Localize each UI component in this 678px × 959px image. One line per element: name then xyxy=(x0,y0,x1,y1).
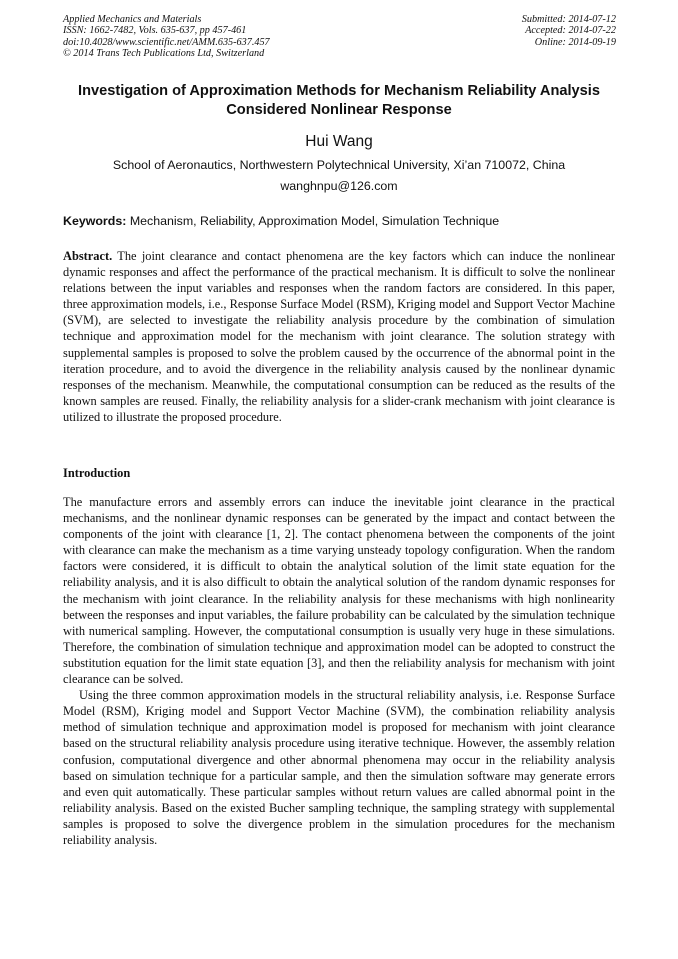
copyright-line: © 2014 Trans Tech Publications Ltd, Switzerland xyxy=(63,48,265,60)
journal-name: Applied Mechanics and Materials xyxy=(63,14,202,25)
intro-paragraph-1: The manufacture errors and assembly errors can induce the inevitable joint clearance in the practical mechanisms, and the nonlinear dynamic responses can be generated by the impact and contact between the components of the joint with clearance [1, 2]. The contact phenomena between the components of the joint with clearance can make the mechanism as a time varying unsteady topology configuration. When the random factors were considered, it is difficult to obtain the analytical solution of the limit state equation for the reliability analysis, and it is also difficult to obtain the analytical solution of the random dynamic responses for the mechanism with joint clearance. In the reliability analysis for these mechanisms with high nonlinearity between the responses and input variables, the failure probability can be calculated by the simulation technique with numerical sampling. However, the computational consumption is usually very huge in these simulations. Therefore, the combination of simulation technique and approximation model can be adopted to construct the substitution equation for the limit state equation [3], and then the reliability analysis for mechanism with joint clearance can be solved. xyxy=(63,495,615,687)
paper-title: Investigation of Approximation Methods for Mechanism Reliability Analysis Considered Nonlinear Response xyxy=(78,83,600,118)
doi-line: doi:10.4028/www.scientific.net/AMM.635-637.457 xyxy=(63,36,270,48)
keywords-text: Mechanism, Reliability, Approximation Model, Simulation Technique xyxy=(129,214,500,228)
author-affiliation: School of Aeronautics, Northwestern Polytechnical University, Xi’an 710072, China xyxy=(112,158,566,172)
author-name: Hui Wang xyxy=(305,133,373,150)
keywords-line xyxy=(63,213,623,229)
intro-paragraph-2: Using the three common approximation models in the structural reliability analysis, i.e. Response Surface Model (RSM), Kriging model and Support Vector Machine (SVM), the combination reliability analysis method of simulation technique and approximation model is proposed for mechanism with joint clearance based on the structural reliability analysis procedure using iterative technique. However, the assembly relation confusion, computational divergence and other abnormal phenomena may occur in the reliability analysis based on simulation technique for a particular sample, and then the simulation software may generate errors and even quit automatically. These particular samples without return values are called abnormal point in the reliability analysis. Based on the existed Bucher sampling technique, the sampling strategy with supplemental samples is proposed to solve the divergence problem in the simulation procedures for the mechanism reliability analysis. xyxy=(63,688,615,847)
keywords-label: Keywords: xyxy=(63,214,127,228)
abstract-section xyxy=(63,248,615,425)
accepted-date: Accepted: 2014-07-22 xyxy=(525,25,616,37)
author-email: wanghnpu@126.com xyxy=(280,179,398,193)
introduction-heading: Introduction xyxy=(63,466,131,480)
dates-header xyxy=(416,14,616,48)
abstract-label: Abstract. xyxy=(63,249,113,263)
abstract-text: The joint clearance and contact phenomena are the key factors which can induce the nonlinear dynamic responses and affect the performance of the practical mechanism. It is difficult to solve the nonlinear relations between the input variables and responses when the random factors are considered. In this paper, three approximation models, i.e., Response Surface Model (RSM), Kriging model and Support Vector Machine (SVM), are selected to investigate the reliability analysis procedure by the combination of simulation technique and approximation model for the mechanism with joint clearance. The solution strategy with supplemental samples is proposed to solve the problem caused by the occurrence of the abnormal point in the iteration procedure, and to avoid the divergence in the reliability analysis caused by the nonlinear dynamic responses of the mechanism. Meanwhile, the computational consumption can be reduced as the results of the known samples are reused. Finally, the reliability analysis for a slider-crank mechanism with joint clearance is utilized to illustrate the proposed procedure. xyxy=(63,249,616,424)
online-date: Online: 2014-09-19 xyxy=(534,36,616,48)
introduction-section xyxy=(63,494,615,848)
journal-info-header xyxy=(63,14,363,60)
submitted-date: Submitted: 2014-07-12 xyxy=(521,14,616,25)
issn-line: ISSN: 1662-7482, Vols. 635-637, pp 457-461 xyxy=(63,25,247,37)
abstract-paragraph xyxy=(63,248,615,425)
